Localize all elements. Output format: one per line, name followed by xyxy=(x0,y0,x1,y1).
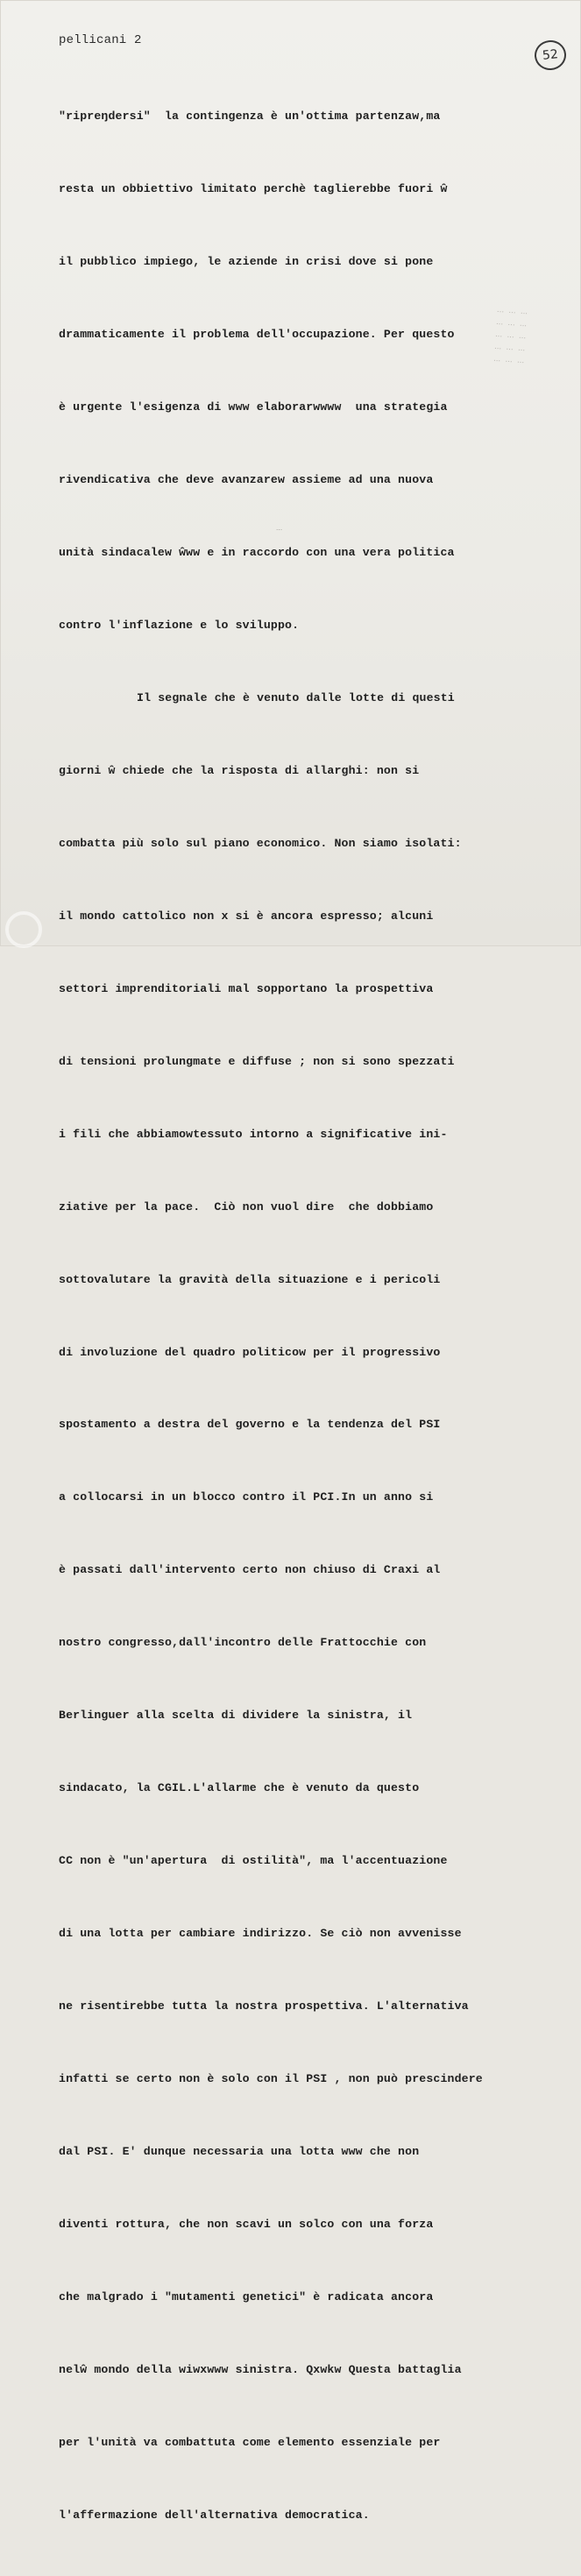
page-number-label: 52 xyxy=(542,47,559,63)
body-line: di tensioni prolungmate e diffuse ; non si sono spezzati xyxy=(59,1054,455,1068)
body-line: di una lotta per cambiare indirizzo. Se ciò non avvenisse xyxy=(59,1927,462,1941)
archive-watermark-icon xyxy=(5,911,42,948)
body-line: nostro congresso,dall'incontro delle Frattocchie con xyxy=(59,1636,427,1650)
body-line: il mondo cattolico non x si è ancora espresso; alcuni xyxy=(59,909,434,923)
body-line: settori imprenditoriali mal sopportano la prospettiva xyxy=(59,981,434,995)
body-line-paragraph-start: Il segnale che è venuto dalle lotte di questi xyxy=(137,690,455,704)
body-line: l'affermazione dell'alternativa democratica. xyxy=(59,2508,370,2522)
body-line: a collocarsi in un blocco contro il PCI.In un anno si xyxy=(59,1490,434,1504)
body-line: è urgente l'esigenza di www elaborarwwww una strategia xyxy=(59,400,448,414)
body-line: combatta più solo sul piano economico. Non siamo isolati: xyxy=(59,836,462,850)
body-line: giorni ŵ chiede che la risposta di allarghi: non si xyxy=(59,763,420,777)
body-line: contro l'inflazione e lo sviluppo. xyxy=(59,618,300,632)
body-line: il pubblico impiego, le aziende in crisi dove si pone xyxy=(59,255,434,269)
body-line: drammaticamente il problema dell'occupazione. Per questo xyxy=(59,328,455,342)
body-line: che malgrado i "mutamenti genetici" è radicata ancora xyxy=(59,2289,434,2304)
page-header-title: pellicani 2 xyxy=(59,33,142,47)
body-line: resta un obbiettivo limitato perchè taglierebbe fuori ŵ xyxy=(59,182,448,196)
body-line: diventi rottura, che non scavi un solco con una forza xyxy=(59,2217,434,2231)
page-number-stamp xyxy=(533,39,567,72)
typewritten-body xyxy=(59,56,497,2576)
body-line: Berlinguer alla scelta di dividere la sinistra, il xyxy=(59,1709,413,1723)
body-line: "ripreŋdersi" la contingenza è un'ottima partenzaw,ma xyxy=(59,110,441,124)
body-line: sottovalutare la gravità della situazione e i pericoli xyxy=(59,1272,441,1286)
body-line: per l'unità va combattuta come elemento essenziale per xyxy=(59,2435,441,2449)
body-line: rivendicativa che deve avanzarew assieme ad una nuova xyxy=(59,473,434,487)
body-line: di involuzione del quadro politicow per il progressivo xyxy=(59,1345,441,1359)
body-line: i fili che abbiamowtessuto intorno a significative ini- xyxy=(59,1127,448,1141)
body-line: unità sindacalew ŵww e in raccordo con una vera politica xyxy=(59,546,455,560)
margin-pencil-note: ... ... ... ... ... ... ... ... ... ... ... ... ... ... ... xyxy=(492,305,528,366)
body-line: infatti se certo non è solo con il PSI , non può prescindere xyxy=(59,2072,483,2086)
body-line: dal PSI. E' dunque necessaria una lotta www che non xyxy=(59,2145,420,2158)
body-line: ne risentirebbe tutta la nostra prospettiva. L'alternativa xyxy=(59,1999,469,2013)
body-line: nelŵ mondo della wiwxwww sinistra. Qxwkw Questa battaglia xyxy=(59,2362,462,2376)
body-line: è passati dall'intervento certo non chiuso di Craxi al xyxy=(59,1563,441,1577)
body-line: ziative per la pace. Ciò non vuol dire che dobbiamo xyxy=(59,1200,434,1214)
body-line: CC non è "un'apertura di ostilità", ma l'accentuazione xyxy=(59,1854,448,1868)
inline-pencil-note: ... xyxy=(276,524,283,532)
body-line: spostamento a destra del governo e la tendenza del PSI xyxy=(59,1418,441,1432)
body-line: sindacato, la CGIL.L'allarme che è venuto da questo xyxy=(59,1781,420,1795)
